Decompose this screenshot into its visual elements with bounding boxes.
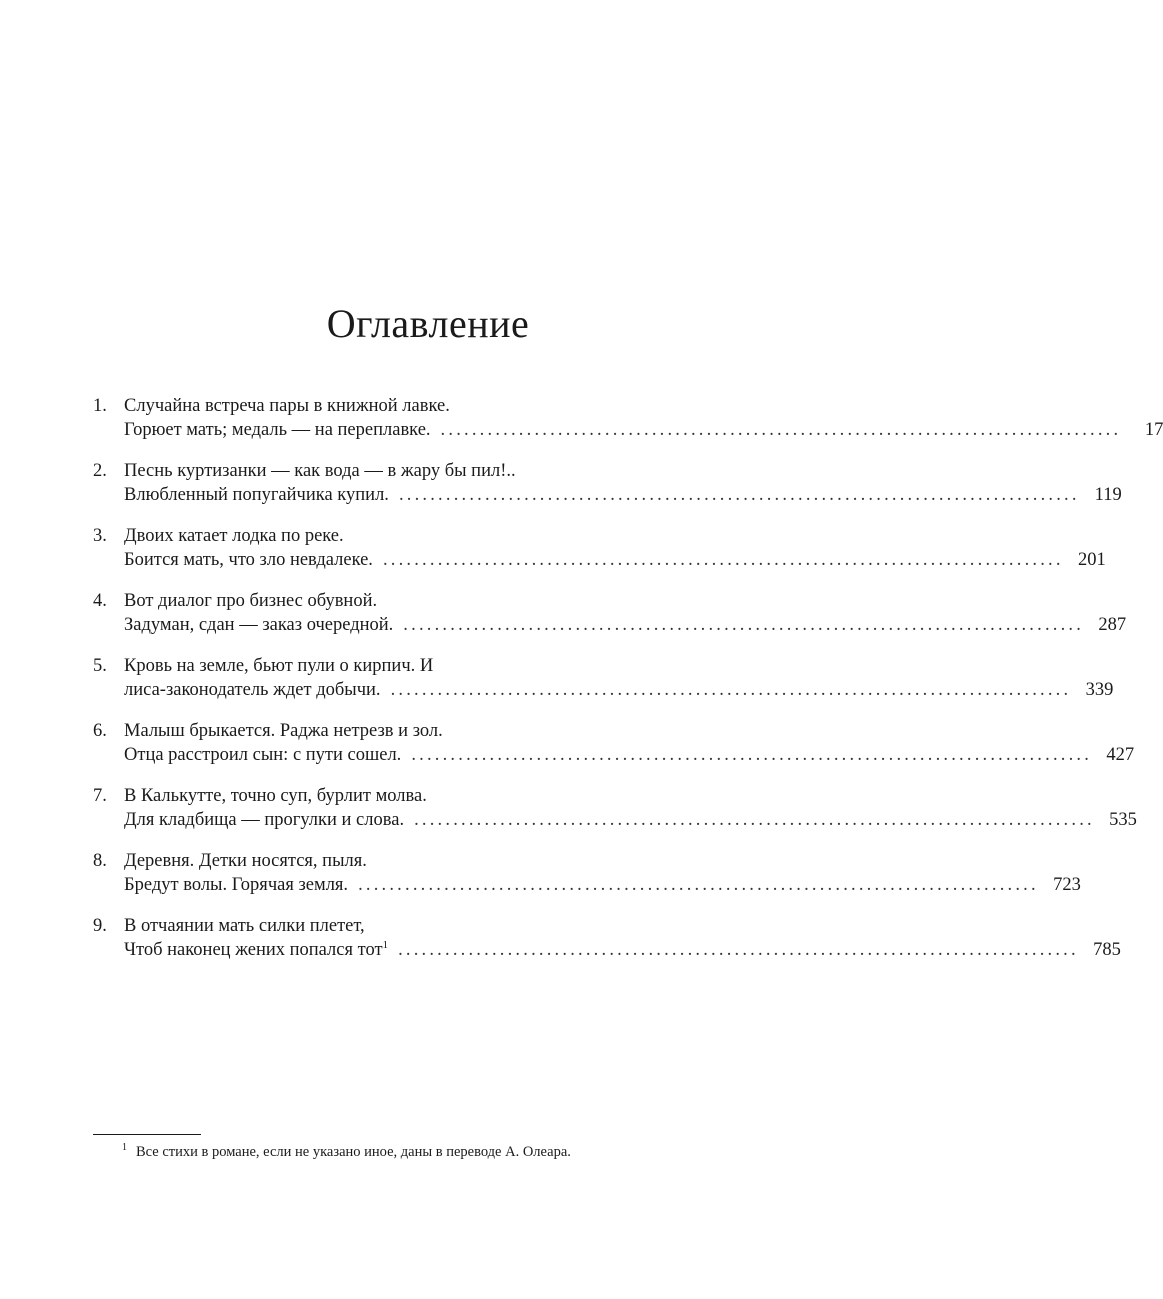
- toc-entry[interactable]: [93, 392, 1163, 457]
- footnote-mark: 1: [122, 1142, 127, 1154]
- toc-entry-line2-text: [124, 936, 388, 965]
- toc-entry-number: 6.: [93, 721, 107, 741]
- footnote-text: Все стихи в романе, если не указано иное, даны в переводе А. Олеара.: [136, 1144, 571, 1160]
- footnote-reference[interactable]: 1: [382, 938, 389, 951]
- toc-entry[interactable]: [93, 587, 1127, 652]
- dot-leader: .......................................................................................: [403, 615, 1085, 635]
- toc-entry-line1: В отчаянии мать силки плетет,: [124, 916, 365, 936]
- dot-leader: .......................................................................................: [398, 485, 1080, 505]
- toc-entry-number: 8.: [93, 851, 107, 871]
- footnote-divider: [93, 1134, 201, 1135]
- toc-entry-line2: [124, 481, 1122, 510]
- toc-entry-line2: [124, 741, 1135, 770]
- toc-page-number: 723: [1053, 875, 1081, 895]
- toc-entry-line2-text: Горюет мать; медаль — на переплавке.: [124, 420, 431, 440]
- toc-page-number: 339: [1085, 680, 1114, 700]
- dot-leader: .......................................................................................: [390, 680, 1072, 700]
- toc-entry-line2: [124, 416, 1163, 445]
- toc-entry-line2: [124, 676, 1114, 705]
- toc-entry-number: 4.: [93, 591, 107, 611]
- toc-entry-line2: [124, 546, 1106, 575]
- toc-entry-line2: [124, 871, 1081, 900]
- dot-leader: .......................................................................................: [358, 875, 1039, 895]
- toc-entry[interactable]: [93, 457, 1122, 522]
- toc-entry-number: 9.: [93, 916, 107, 936]
- toc-entry-line2-text: Задуман, сдан — заказ очередной.: [124, 615, 394, 635]
- dot-leader: .......................................................................................: [411, 745, 1093, 765]
- toc-page-number: 17: [1144, 420, 1163, 440]
- toc-entry-line2-text: Отца расстроил сын: с пути сошел.: [124, 745, 402, 765]
- toc-page-number: 201: [1077, 550, 1106, 570]
- toc-entry-number: 7.: [93, 786, 107, 806]
- toc-entry-number: 2.: [93, 461, 107, 481]
- toc-entry-line2: [124, 806, 1137, 835]
- toc-page-number: 287: [1098, 615, 1127, 635]
- toc-entry-number: 1.: [93, 396, 107, 416]
- toc-entry-number: 5.: [93, 656, 107, 676]
- toc-entry-line1: В Калькутте, точно суп, бурлит молва.: [124, 786, 427, 806]
- toc-entry[interactable]: [93, 782, 1137, 847]
- footnote: [122, 1142, 571, 1162]
- dot-leader: .......................................................................................: [414, 810, 1095, 830]
- toc-page-number: 535: [1109, 810, 1137, 830]
- toc-entry-line2: [124, 611, 1127, 640]
- toc-entry-line2-text: Влюбленный попугайчика купил.: [124, 485, 389, 505]
- toc-entry-line1: Вот диалог про бизнес обувной.: [124, 591, 378, 611]
- toc-entry-number: 3.: [93, 526, 107, 546]
- toc-entry-line2-text: Бредут волы. Горячая земля.: [124, 875, 349, 895]
- toc-entry-line2: [124, 936, 1121, 965]
- toc-entry-line1: Малыш брыкается. Раджа нетрезв и зол.: [124, 721, 443, 741]
- toc-entry[interactable]: [93, 847, 1081, 912]
- toc-page-number: 427: [1106, 745, 1135, 765]
- dot-leader: .......................................................................................: [398, 940, 1079, 960]
- dot-leader: .......................................................................................: [440, 420, 1122, 440]
- toc-entry-line2-text: Для кладбища — прогулки и слова.: [124, 810, 405, 830]
- toc-entry[interactable]: [93, 522, 1106, 587]
- toc-entry[interactable]: [93, 717, 1135, 782]
- toc-entry-line1: Кровь на земле, бьют пули о кирпич. И: [124, 656, 434, 676]
- toc-entry-line1: Деревня. Детки носятся, пыля.: [124, 851, 367, 871]
- toc-page-number: 119: [1094, 485, 1122, 505]
- toc-entry-line1: Двоих катает лодка по реке.: [124, 526, 344, 546]
- toc-entry-line1: Случайна встреча пары в книжной лавке.: [124, 396, 450, 416]
- toc-entry[interactable]: [93, 652, 1114, 717]
- toc-entry-line2-body: Чтоб наконец жених попался тот: [124, 940, 383, 960]
- toc-entry-line2-text: лиса-законодатель ждет добычи.: [124, 680, 381, 700]
- toc-entry-line2-text: Боится мать, что зло невдалеке.: [124, 550, 373, 570]
- dot-leader: .......................................................................................: [382, 550, 1064, 570]
- page-title: Оглавление: [326, 301, 530, 346]
- toc-page-number: 785: [1093, 940, 1121, 960]
- toc-entry-line1: Песнь куртизанки — как вода — в жару бы пил!..: [124, 461, 516, 481]
- toc-entry[interactable]: [93, 912, 1121, 977]
- table-of-contents: [93, 392, 1163, 977]
